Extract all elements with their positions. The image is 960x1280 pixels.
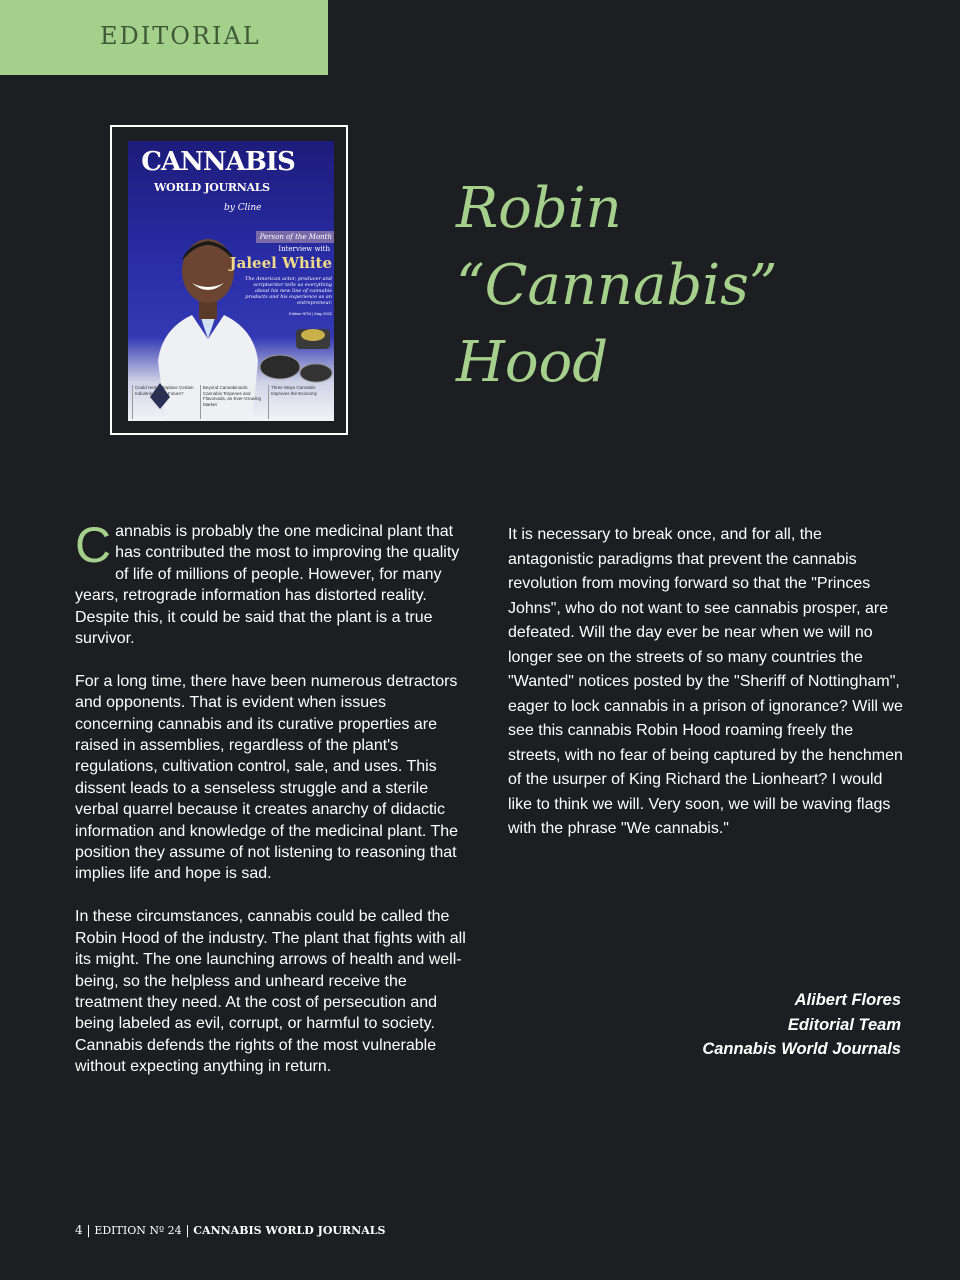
cover-masthead: CANNABIS xyxy=(141,147,295,177)
author-name: Alibert Flores xyxy=(794,991,901,1009)
cover-masthead-sub: WORLD JOURNALS xyxy=(154,181,270,194)
drop-cap: C xyxy=(75,517,112,573)
cover-name: Jaleel White xyxy=(229,254,332,272)
cover-edition: Edition Nº24 | May 2022 xyxy=(289,311,332,316)
article-paragraph: In these circumstances, cannabis could be called the Robin Hood of the industry. The plant that fights with all its might. The one launching arrows of health and well-being, so the helpless and unheard receive the treatment they need. At the cost of persecution and being labeled as evil, corrupt, or harmful to society. Cannabis defends the rights of the most vulnerable without expecting anything in return. xyxy=(75,908,466,1076)
cover-blurb: The American actor, producer and scriptwriter tells us everything about his new line of cannabis products and his experience as an entrepreneur. xyxy=(245,276,332,306)
cover-teaser: Beyond Cannabinoids: Cannabis Terpenes and Flavonoids, an Ever-Growing Market xyxy=(200,385,264,419)
section-tab xyxy=(0,0,328,75)
section-label: EDITORIAL xyxy=(100,22,261,50)
headline-line: Robin xyxy=(456,176,622,241)
footer-edition: EDITION Nº 24 xyxy=(94,1224,182,1237)
page-footer: 4 | EDITION Nº 24 | CANNABIS WORLD JOURNALS xyxy=(75,1223,386,1237)
footer-publication: CANNABIS WORLD JOURNALS xyxy=(193,1224,386,1237)
cover-teasers xyxy=(132,385,332,419)
article-paragraph: For a long time, there have been numerous detractors and opponents. That is evident when issues concerning cannabis and its curative properties are raised in assemblies, regardless of the plant's regulations, cultivation control, sale, and uses. This dissent leads to a senseless struggle and a sterile verbal quarrel because it creates anarchy of didactic information and knowledge of the medicinal plant. The position they assume of not listening to reasoning that implies life and hope is sad. xyxy=(75,672,459,883)
cover-interview-with: Interview with xyxy=(278,245,330,253)
author-publication: Cannabis World Journals xyxy=(702,1040,901,1058)
cover-teaser: Could Hemp Replace Certain Industries in the Future? xyxy=(132,385,196,419)
cover-byline: by Cline xyxy=(224,203,262,213)
cover-teaser: Three Ways Cannabis Improves the Economy xyxy=(268,385,332,419)
article-column-right xyxy=(508,523,908,842)
article-column-left xyxy=(75,517,467,1099)
article-paragraph: It is necessary to break once, and for all, the antagonistic paradigms that prevent the cannabis revolution from moving forward so that the "Princes Johns", who do not want to see cannabis prosper, are defeated. Will the day ever be near when we will no longer see on the streets of so many countries the "Wanted" notices posted by the "Sheriff of Nottingham", eager to lock cannabis in a prison of ignorance? Will we see this cannabis Robin Hood roaming freely the streets, with no fear of being captured by the henchmen of the usurper of King Richard the Lionheart? I would like to think we will. Very soon, we will be waving flags with the phrase "We cannabis." xyxy=(508,526,903,837)
paragraph-text: annabis is probably the one medicinal plant that has contributed the most to improving the quality of life of millions of people. However, for many years, retrograde information has distorted reality. Despite this, it could be said that the plant is a true survivor. xyxy=(75,523,460,648)
article-paragraph xyxy=(75,517,467,649)
cover-person-of-month: Person of the Month xyxy=(256,231,334,243)
cover-product-jars xyxy=(256,327,334,385)
magazine-cover-frame xyxy=(110,125,348,435)
author-signature xyxy=(600,988,901,1062)
article-headline xyxy=(456,170,936,401)
headline-line: “Cannabis” xyxy=(456,253,778,318)
headline-line: Hood xyxy=(456,330,609,395)
author-team: Editorial Team xyxy=(787,1015,901,1034)
magazine-cover xyxy=(128,141,334,421)
page-number: 4 xyxy=(75,1223,83,1237)
